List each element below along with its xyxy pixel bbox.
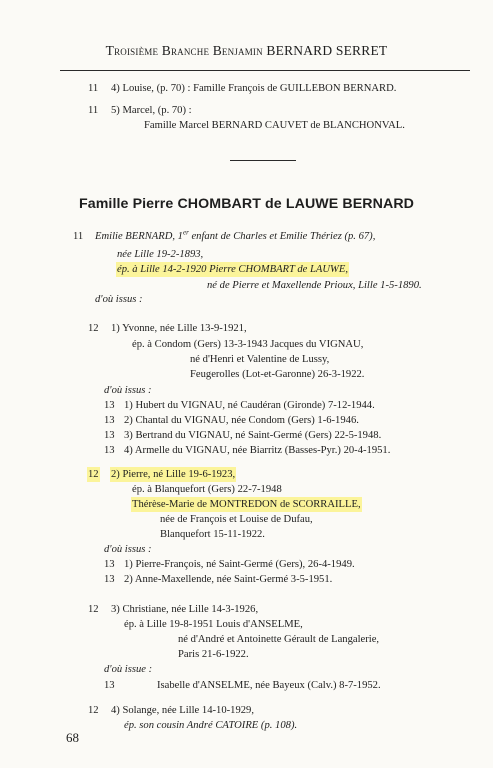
yvonne-marriage: ép. à Condom (Gers) 13-3-1943 Jacques du VIGNAU,: [132, 339, 364, 350]
entry-number: 13: [104, 400, 115, 411]
child-entry: 2) Anne-Maxellende, née Saint-Germé 3-5-1951.: [124, 574, 333, 585]
pierre-spouse-parents: née de François et Louise de Dufau,: [160, 514, 313, 525]
child-entry: 4) Armelle du VIGNAU, née Biarritz (Basses-Pyr.) 20-4-1951.: [124, 445, 391, 456]
child-entry: 1) Hubert du VIGNAU, né Caudéran (Gironde) 7-12-1944.: [124, 400, 375, 411]
yvonne-spouse-birth: Feugerolles (Lot-et-Garonne) 26-3-1922.: [190, 369, 365, 380]
christiane-line: 3) Christiane, née Lille 14-3-1926,: [111, 604, 259, 615]
solange-marriage: ép. son cousin André CATOIRE (p. 108).: [124, 720, 298, 731]
running-title-small-caps: Troisième Branche Benjamin: [105, 43, 263, 58]
entry-number: 11: [88, 105, 99, 116]
entry-number: 13: [104, 680, 115, 691]
entry-number: 12: [88, 469, 99, 480]
entry-number: 13: [104, 415, 115, 426]
entry-number: 13: [104, 445, 115, 456]
christiane-marriage: ép. à Lille 19-8-1951 Louis d'ANSELME,: [124, 619, 303, 630]
child-entry: Isabelle d'ANSELME, née Bayeux (Calv.) 8-7-1952.: [157, 680, 381, 691]
entry-number: 13: [104, 430, 115, 441]
entry-number: 11: [88, 83, 99, 94]
christiane-spouse-parents: né d'André et Antoinette Gérault de Langalerie,: [178, 634, 380, 645]
emilie-birth: née Lille 19-2-1893,: [117, 249, 204, 260]
entry-louise: 4) Louise, (p. 70) : Famille François de GUILLEBON BERNARD.: [111, 83, 397, 94]
christiane-issue-label: d'où issue :: [104, 664, 153, 675]
section-title: Famille Pierre CHOMBART de LAUWE BERNARD: [78, 196, 415, 212]
entry-marcel: 5) Marcel, (p. 70) :: [111, 105, 192, 116]
entry-number: 12: [88, 323, 99, 334]
emilie-line: Emilie BERNARD, 1er enfant de Charles et Emilie Thériez (p. 67),: [95, 228, 376, 242]
christiane-spouse-birth: Paris 21-6-1922.: [178, 649, 249, 660]
entry-number: 12: [88, 604, 99, 615]
pierre-spouse-birth: Blanquefort 15-11-1922.: [160, 529, 265, 540]
entry-number: 13: [104, 559, 115, 570]
pierre-line: 2) Pierre, né Lille 19-6-1923,: [111, 469, 236, 480]
header-rule: [60, 70, 470, 71]
page-number: 68: [66, 730, 79, 745]
entry-number: 12: [88, 705, 99, 716]
child-entry: 3) Bertrand du VIGNAU, né Saint-Germé (Gers) 22-5-1948.: [124, 430, 382, 441]
yvonne-issue-label: d'où issus :: [104, 385, 152, 396]
emilie-issue-label: d'où issus :: [95, 294, 143, 305]
section-divider: [230, 160, 296, 161]
emilie-spouse-parents: né de Pierre et Maxellende Prioux, Lille 1-5-1890.: [207, 280, 422, 291]
pierre-issue-label: d'où issus :: [104, 544, 152, 555]
pierre-marriage: ép. à Blanquefort (Gers) 22-7-1948: [132, 484, 282, 495]
entry-number: 11: [73, 231, 84, 242]
pierre-spouse: Thérèse-Marie de MONTREDON de SCORRAILLE,: [132, 499, 361, 510]
child-entry: 2) Chantal du VIGNAU, née Condom (Gers) 1-6-1946.: [124, 415, 359, 426]
yvonne-spouse-parents: né d'Henri et Valentine de Lussy,: [190, 354, 330, 365]
running-header: [0, 43, 493, 59]
solange-line: 4) Solange, née Lille 14-10-1929,: [111, 705, 254, 716]
yvonne-line: 1) Yvonne, née Lille 13-9-1921,: [111, 323, 247, 334]
entry-marcel-family: Famille Marcel BERNARD CAUVET de BLANCHONVAL.: [144, 120, 405, 131]
entry-number: 13: [104, 574, 115, 585]
running-title-caps: BERNARD SERRET: [266, 43, 388, 58]
emilie-marriage: ép. à Lille 14-2-1920 Pierre CHOMBART de LAUWE,: [117, 264, 348, 275]
child-entry: 1) Pierre-François, né Saint-Germé (Gers), 26-4-1949.: [124, 559, 355, 570]
